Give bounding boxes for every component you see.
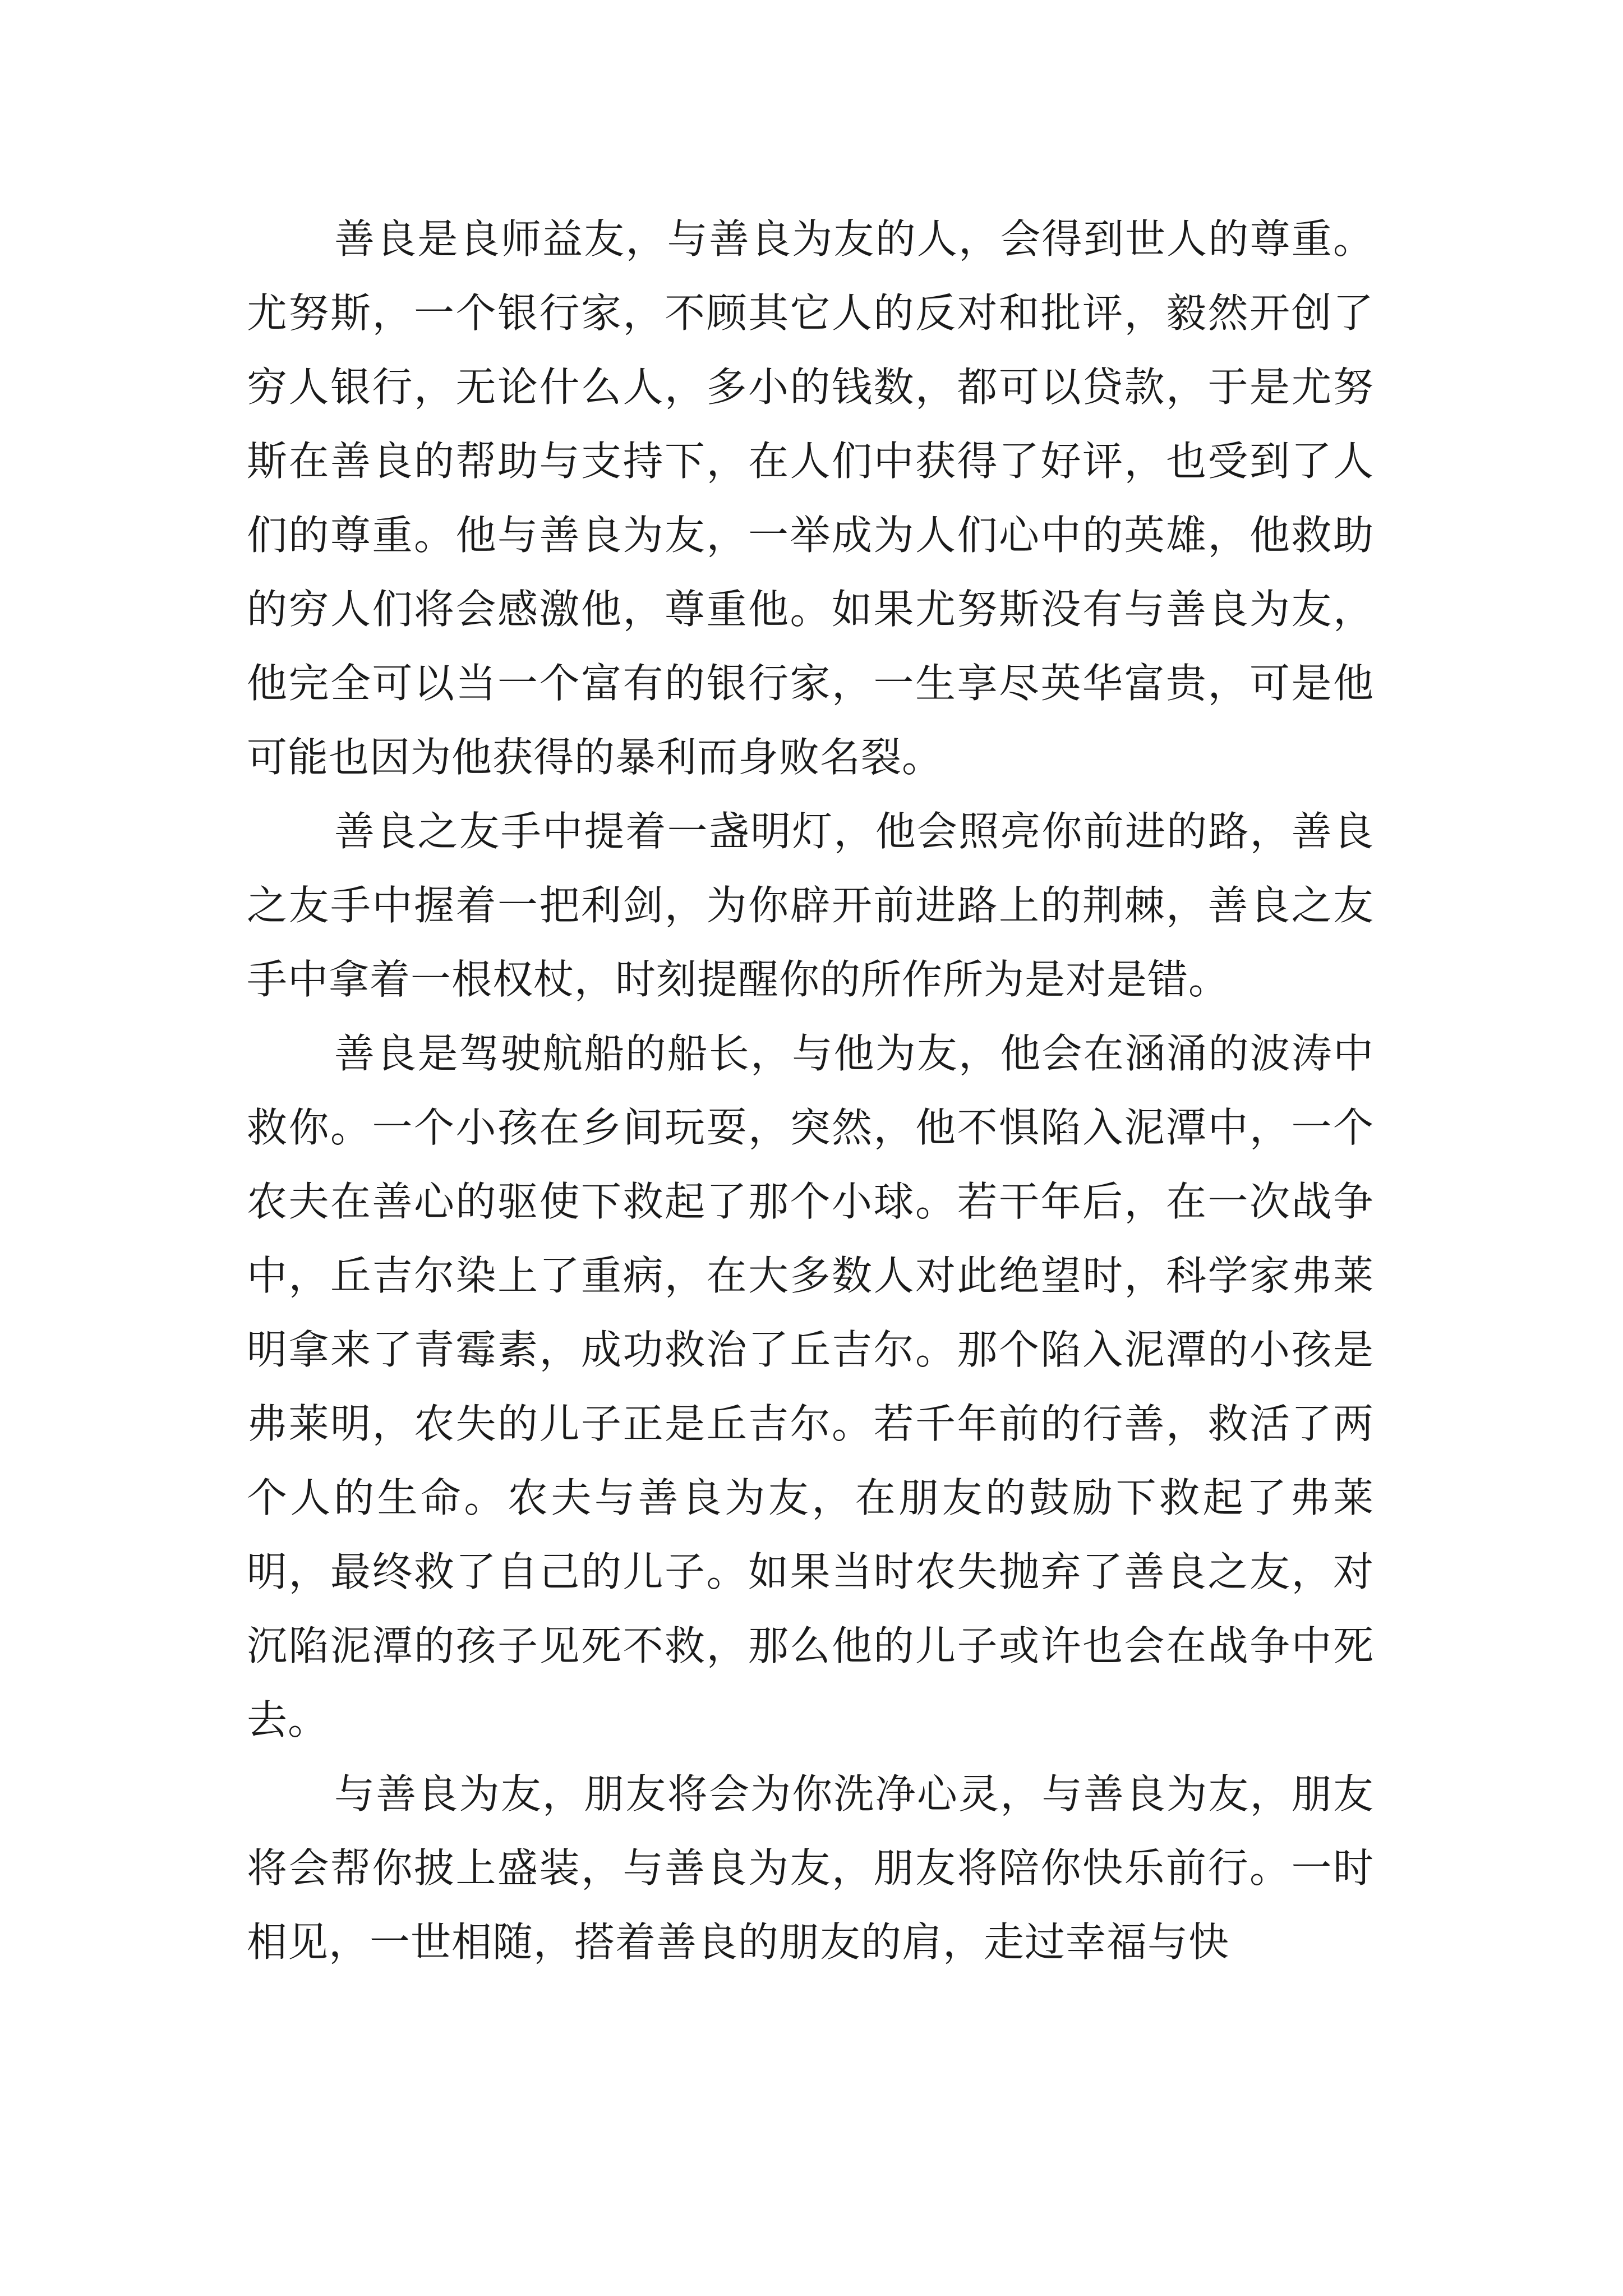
document-body xyxy=(247,202,1374,1979)
paragraph-3: 善良是驾驶航船的船长，与他为友，他会在涵涌的波涛中救你。一个小孩在乡间玩耍，突然，他不惧陷入泥潭中，一个农夫在善心的驱使下救起了那个小球。若干年后，在一次战争中，丘吉尔染上了重病，在大多数人对此绝望时，科学家弗莱明拿来了青霉素，成功救治了丘吉尔。那个陷入泥潭的小孩是弗莱明，农失的儿子正是丘吉尔。若千年前的行善，救活了两个人的生命。农夫与善良为友，在朋友的鼓励下救起了弗莱明，最终救了自己的儿子。如果当时农失抛弃了善良之友，对沉陷泥潭的孩子见死不救，那么他的儿子或许也会在战争中死去。 xyxy=(247,1030,1374,1743)
paragraph-2: 善良之友手中提着一盏明灯，他会照亮你前进的路，善良之友手中握着一把利剑，为你辟开前进路上的荆棘，善良之友手中拿着一根权杖，时刻提醒你的所作所为是对是错。 xyxy=(247,808,1374,1003)
paragraph-4: 与善良为友，朋友将会为你洗净心灵，与善良为友，朋友将会帮你披上盛装，与善良为友，朋友将陪你快乐前行。一时相见，一世相随，搭着善良的朋友的肩，走过幸福与快 xyxy=(247,1770,1374,1966)
paragraph-1: 善良是良师益友，与善良为友的人，会得到世人的尊重。尤努斯，一个银行家，不顾其它人的反对和批评，毅然开创了穷人银行，无论什么人，多小的钱数，都可以贷款，于是尤努斯在善良的帮助与支持下，在人们中获得了好评，也受到了人们的尊重。他与善良为友，一举成为人们心中的英雄，他救助的穷人们将会感激他，尊重他。如果尤努斯没有与善良为友，他完全可以当一个富有的银行家，一生享尽英华富贵，可是他可能也因为他获得的暴利而身败名裂。 xyxy=(247,215,1374,781)
